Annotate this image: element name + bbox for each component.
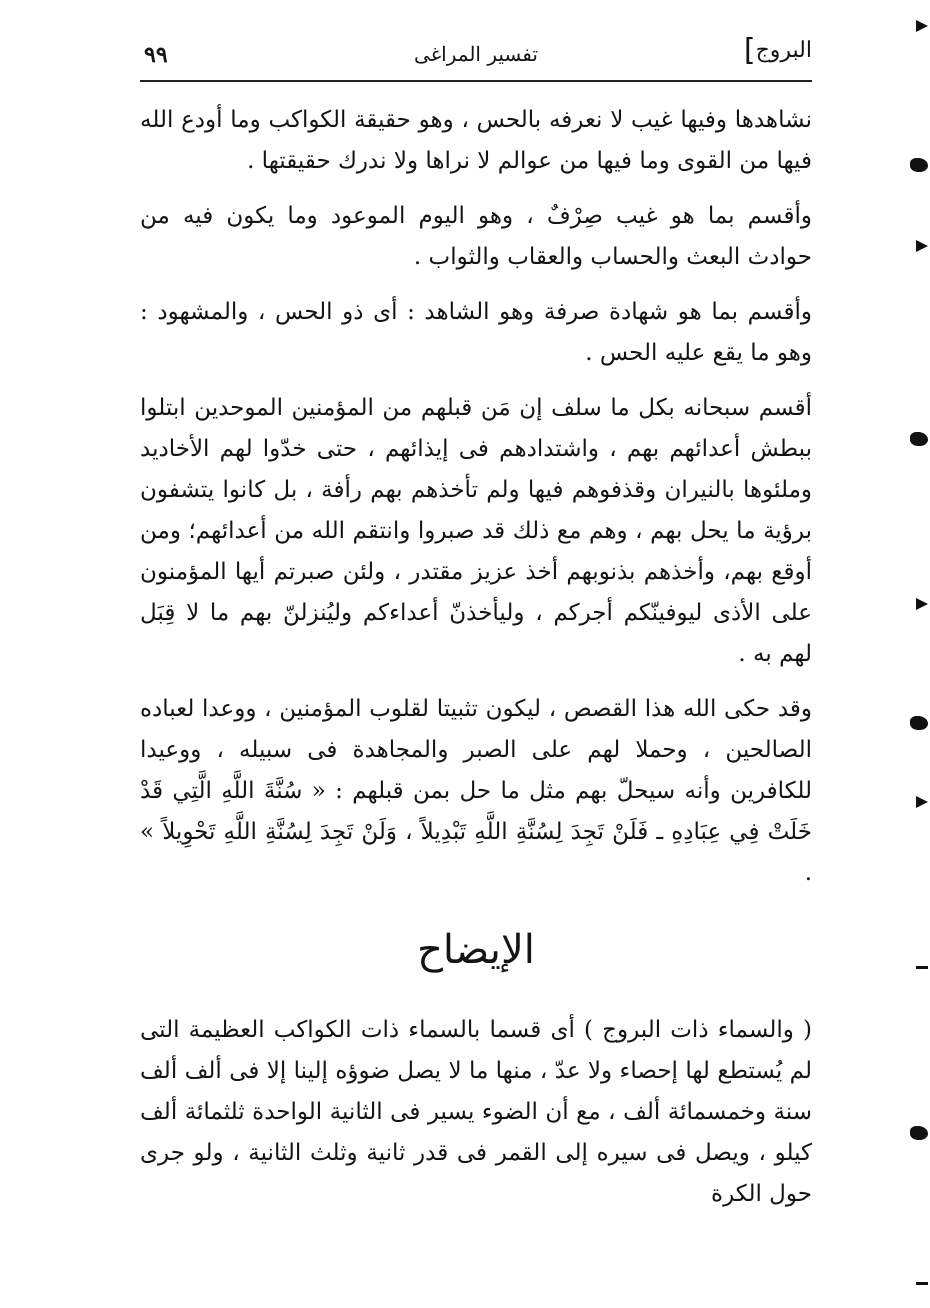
page-body xyxy=(140,100,812,1219)
header-rule xyxy=(140,80,812,82)
edge-dash-icon xyxy=(916,1282,928,1285)
page-number: ٩٩ xyxy=(144,42,168,68)
paragraph-5: وقد حكى الله هذا القصص ، ليكون تثبيتا لقلوب المؤمنين ، ووعدا لعباده الصالحين ، وحملا لهم على الصبر والمجاهدة فى سبيله ، ووعيدا للكافرين وأنه سيحلّ بهم مثل ما حل بمن قبلهم : « سُنَّةَ اللَّهِ الَّتِي قَدْ خَلَتْ فِي عِبَادِهِ ـ فَلَنْ تَجِدَ لِسُنَّةِ اللَّهِ تَبْدِيلاً ، وَلَنْ تَجِدَ لِسُنَّةِ اللَّهِ تَحْوِيلاً » . xyxy=(140,696,812,886)
edge-blot-icon xyxy=(910,1126,928,1140)
edge-arrow-icon xyxy=(916,598,928,610)
edge-blot-icon xyxy=(910,716,928,730)
chapter-bracket: ] xyxy=(743,33,756,68)
paragraph-4: أقسم سبحانه بكل ما سلف إن مَن قبلهم من المؤمنين الموحدين ابتلوا ببطش أعدائهم بهم ، واشتدادهم فى إيذائهم ، حتى خدّوا لهم الأخاديد وملئوها بالنيران وقذفوهم فيها ولم تأخذهم بهم رأفة ، بل كانوا يتشفون برؤية ما يحل بهم ، وهم مع ذلك قد صبروا وانتقم الله من أعدائهم؛ ومن أوقع بهم، وأخذهم بذنوبهم أخذ عزيز مقتدر ، ولئن صبرتم أيها المؤمنون على الأذى ليوفينّكم أجركم ، وليأخذنّ أعداءكم وليُنزلنّ بهم ما لا قِبَل لهم به . xyxy=(140,395,812,667)
book-title: تفسير المراغى xyxy=(414,42,538,66)
paragraph-3: وأقسم بما هو شهادة صرفة وهو الشاهد : أى ذو الحس ، والمشهود : وهو ما يقع عليه الحس . xyxy=(140,299,812,366)
section-paragraph-1: ( والسماء ذات البروج ) أى قسما بالسماء ذات الكواكب العظيمة التى لم يُستطع لها إحصاء ولا عدّ ، منها ما لا يصل ضوؤه إلينا إلا فى ألف ألف سنة وخمسمائة ألف ، مع أن الضوء يسير فى الثانية الواحدة ثلثمائة ألف كيلو ، ويصل فى سيره إلى القمر فى قدر ثانية وثلث الثانية ، ولو جرى حول الكرة xyxy=(140,1017,812,1207)
edge-blot-icon xyxy=(910,432,928,446)
edge-arrow-icon xyxy=(916,240,928,252)
edge-dash-icon xyxy=(916,966,928,969)
page-header xyxy=(140,30,812,80)
paragraph-2: وأقسم بما هو غيب صِرْفٌ ، وهو اليوم الموعود وما يكون فيه من حوادث البعث والحساب والعقاب والثواب . xyxy=(140,203,812,270)
chapter-label: البروج xyxy=(755,38,812,63)
edge-arrow-icon xyxy=(916,20,928,32)
edge-arrow-icon xyxy=(916,796,928,808)
paragraph-1: نشاهدها وفيها غيب لا نعرفه بالحس ، وهو حقيقة الكواكب وما أودع الله فيها من القوى وما فيها من عوالم لا نراها ولا ندرك حقيقتها . xyxy=(140,107,812,174)
edge-blot-icon xyxy=(910,158,928,172)
section-title: الإيضاح xyxy=(417,927,535,973)
